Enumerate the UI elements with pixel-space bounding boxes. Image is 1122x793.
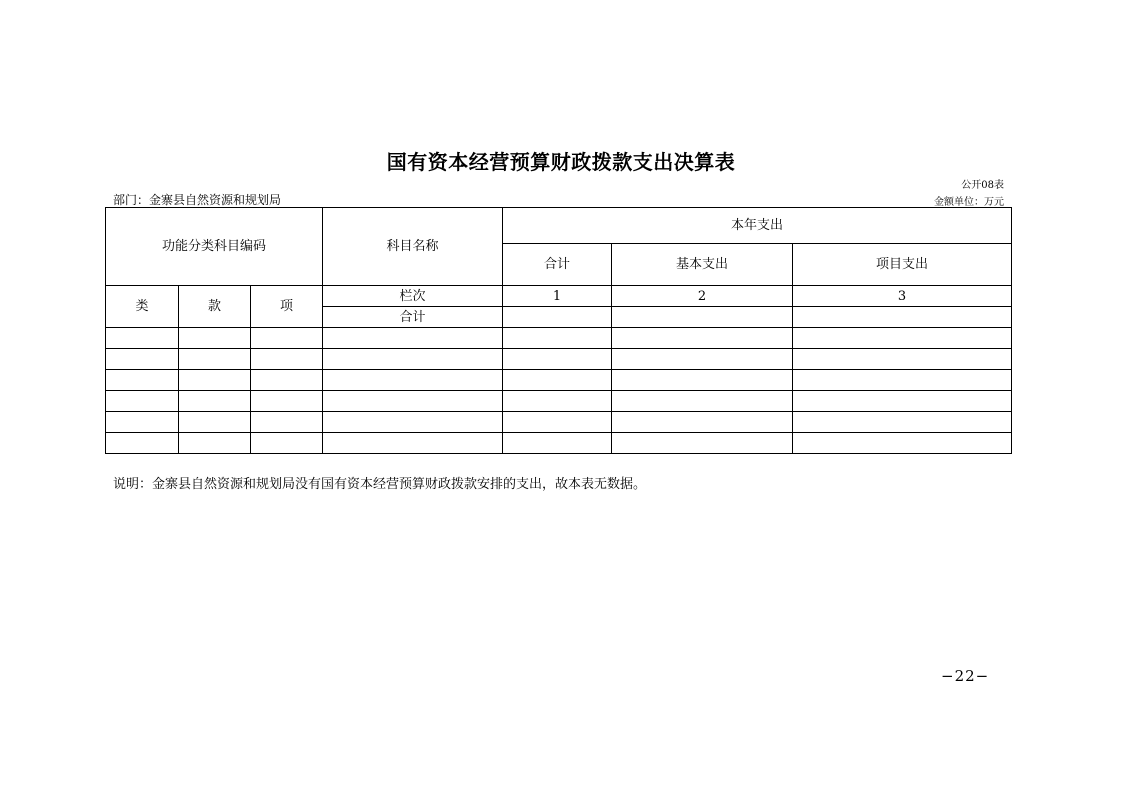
footnote: 说明：金寨县自然资源和规划局没有国有资本经营预算财政拨款安排的支出，故本表无数据。 (113, 477, 647, 492)
total-row-label: 合计 (323, 307, 503, 328)
table-cell (503, 349, 612, 370)
table-row (106, 412, 1012, 433)
column-number-1: 1 (503, 286, 612, 307)
table-cell (503, 328, 612, 349)
header-row-1 (106, 208, 1012, 244)
header-xiang: 项 (251, 286, 323, 328)
table-cell (612, 433, 793, 454)
table-cell (612, 391, 793, 412)
table-row (106, 328, 1012, 349)
table-cell (793, 391, 1012, 412)
table-cell (323, 412, 503, 433)
table-cell (251, 433, 323, 454)
column-number-3: 3 (793, 286, 1012, 307)
table-cell (106, 433, 179, 454)
table-cell (251, 391, 323, 412)
table-cell (251, 349, 323, 370)
table-cell (323, 433, 503, 454)
table-cell (793, 370, 1012, 391)
table-cell (503, 370, 612, 391)
table-row (106, 391, 1012, 412)
header-basic: 基本支出 (612, 244, 793, 286)
header-project: 项目支出 (793, 244, 1012, 286)
expenditure-table (105, 207, 1012, 454)
table-cell (612, 328, 793, 349)
table-cell (793, 328, 1012, 349)
page-title: 国有资本经营预算财政拨款支出决算表 (386, 150, 736, 174)
column-number-row (106, 286, 1012, 307)
table-cell (503, 412, 612, 433)
table-cell (612, 412, 793, 433)
table-cell (251, 412, 323, 433)
table-cell (323, 391, 503, 412)
table-cell (179, 391, 251, 412)
table-row (106, 370, 1012, 391)
table-cell (179, 412, 251, 433)
header-lei: 类 (106, 286, 179, 328)
column-number-label: 栏次 (323, 286, 503, 307)
table-cell (612, 370, 793, 391)
header-total: 合计 (503, 244, 612, 286)
table-cell (612, 349, 793, 370)
table-cell (106, 328, 179, 349)
table-cell (179, 349, 251, 370)
form-number: 公开08表 (961, 180, 1004, 191)
table-row (106, 349, 1012, 370)
table-cell (179, 370, 251, 391)
amount-unit: 金额单位：万元 (934, 197, 1004, 208)
table-cell (251, 328, 323, 349)
table-cell (323, 328, 503, 349)
header-code: 功能分类科目编码 (106, 208, 323, 286)
table-cell (106, 370, 179, 391)
table-cell (793, 349, 1012, 370)
table-cell (503, 391, 612, 412)
department-label: 部门：金寨县自然资源和规划局 (113, 193, 282, 207)
total-cell (612, 307, 793, 328)
table-cell (251, 370, 323, 391)
header-name: 科目名称 (323, 208, 503, 286)
table-cell (793, 433, 1012, 454)
page-number: −22− (941, 667, 990, 685)
table-cell (106, 349, 179, 370)
header-current-year: 本年支出 (503, 208, 1012, 244)
column-number-2: 2 (612, 286, 793, 307)
table-cell (179, 328, 251, 349)
table-cell (793, 412, 1012, 433)
table-cell (106, 412, 179, 433)
table-cell (323, 370, 503, 391)
table-cell (179, 433, 251, 454)
total-cell (793, 307, 1012, 328)
header-kuan: 款 (179, 286, 251, 328)
table-row (106, 433, 1012, 454)
table-cell (323, 349, 503, 370)
total-cell (503, 307, 612, 328)
table-cell (503, 433, 612, 454)
table-cell (106, 391, 179, 412)
